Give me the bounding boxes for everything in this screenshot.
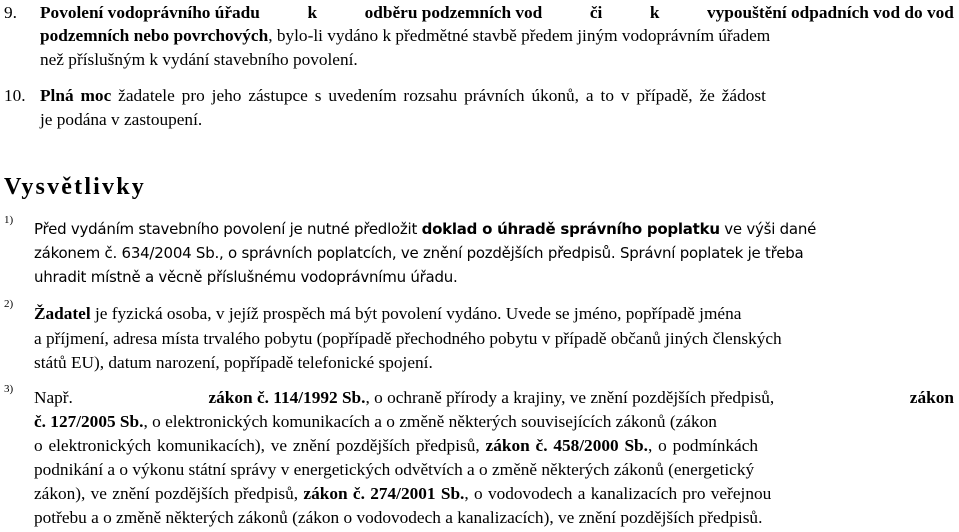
item-10-number: 10. [4,86,26,105]
note-3-line-3: o elektronických komunikacích), ve znění pozdějších předpisů, zákon č. 458/2000 Sb., o podmínkách [34,436,759,455]
note-3-line-2: č. 127/2005 Sb., o elektronických komunikacích a o změně některých souvisejících zákonů (zákon [34,412,717,431]
note-1-line-2: zákonem č. 634/2004 Sb., o správních poplatcích, ve znění pozdějších předpisů. Správní poplatek je třeba [34,244,804,262]
item-9-line-1: Povolení vodoprávního úřadu k odběru podzemních vod či k vypouštění odpadních vod do vod [40,3,954,22]
note-2-marker: 2) [4,298,14,310]
item-10-line-2: je podána v zastoupení. [40,110,203,129]
note-3-line-6: potřebu a o změně některých zákonů (zákon o vodovodech a kanalizacích), ve znění pozdějších předpisů. [34,508,763,527]
note-1-line-1: Před vydáním stavebního povolení je nutné předložit doklad o úhradě správního poplatku ve výši dané [34,220,817,238]
item-9-line-3: než příslušným k vydání stavebního povolení. [40,50,358,69]
section-heading: Vysvětlivky [4,174,146,200]
note-3-line-5: zákon), ve znění pozdějších předpisů, zákon č. 274/2001 Sb., o vodovodech a kanalizacích pro veřejnou [34,484,772,503]
note-3-line-1: Např. zákon č. 114/1992 Sb., o ochraně přírody a krajiny, ve znění pozdějších předpisů, zákon [34,388,954,407]
note-3-line-4: podnikání a o výkonu státní správy v energetických odvětvích a o změně některých zákonů (energetický [34,460,755,479]
note-1-marker: 1) [4,214,14,226]
note-1-line-3: uhradit místně a věcně příslušnému vodoprávnímu úřadu. [34,268,458,286]
note-2-line-3: států EU), datum narození, popřípadě telefonické spojení. [34,353,433,372]
note-2-line-2: a příjmení, adresa místa trvalého pobytu (popřípadě přechodného pobytu v případě občanů jiných členských [34,329,782,348]
item-9-bold-a: Povolení vodoprávního úřadu [40,3,260,22]
item-10-line-1: Plná moc žadatele pro jeho zástupce s uvedením rozsahu právních úkonů, a to v případě, že žádost [40,86,766,105]
note-2-line-1: Žadatel je fyzická osoba, v jejíž prospěch má být povolení vydáno. Uvede se jméno, popřípadě jména [34,304,742,323]
item-9-line-2: podzemních nebo povrchových, bylo-li vydáno k předmětné stavbě předem jiným vodoprávním úřadem [40,26,771,45]
item-9-number: 9. [4,3,17,22]
note-3-marker: 3) [4,383,14,395]
